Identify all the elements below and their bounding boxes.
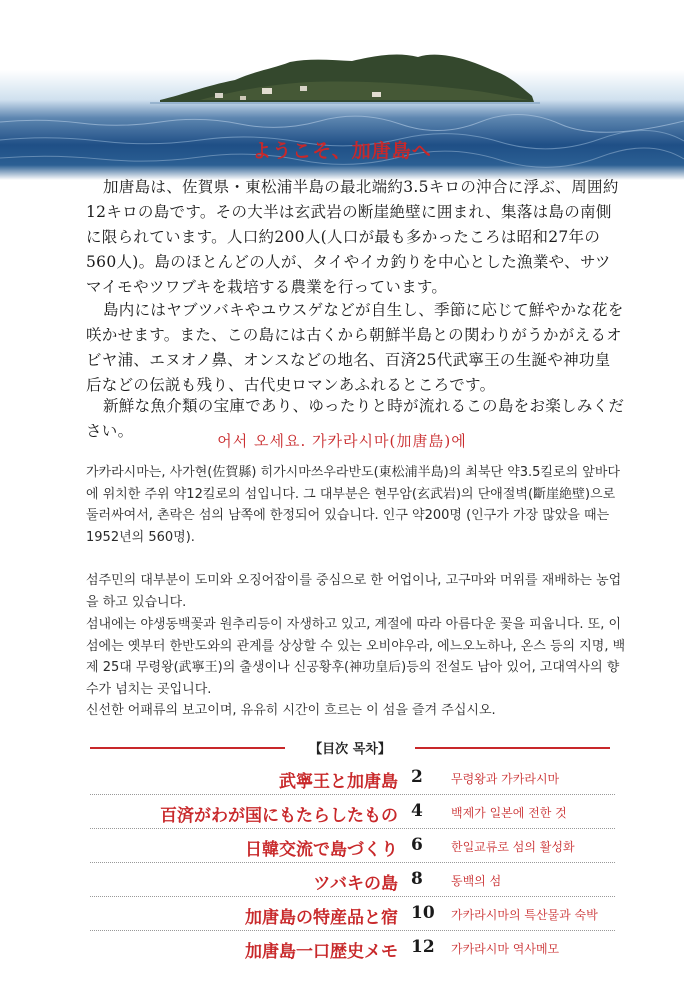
toc-item-title-jp: 百済がわが国にもたらしたもの [160,806,398,826]
toc-item-title-jp: ツバキの島 [313,874,398,894]
toc-item-title-jp: 武寧王と加唐島 [279,772,398,792]
welcome-paragraph-2: 島内にはヤブツバキやユウスゲなどが自生し、季節に応じて鮮やかな花を咲かせます。また、この島には古くから朝鮮半島との関わりがうかがえるオビヤ浦、エヌオノ鼻、オンスなどの地名、百済25代武寧王の生誕や神功皇后などの伝説も残り、古代史ロマンあふれるところです。 [86,301,624,394]
korean-paragraph-1: 가카라시마는, 사가현(佐賀縣) 히가시마쓰우라반도(東松浦半島)의 최북단 약3.5킬로의 앞바다에 위치한 주위 약12킬로의 섬입니다. 그 대부분은 현무암(玄武岩)의 단애절벽(斷崖絶壁)으로 둘러싸여서, 촌락은 섬의 남쪽에 한정되어 있습니다. 인구 약200명 (인구가 가장 많았을 때는 1952년의 560명). [86,465,620,545]
toc-header [90,738,610,756]
toc-divider [90,896,615,898]
toc-item-title-jp: 加唐島一口歴史メモ [245,942,398,962]
toc-item-title-ko: 가카라시마의 특산물과 숙박 [451,908,598,922]
toc-item-page: 2 [411,767,423,787]
korean-paragraph-3: 섬내에는 야생동백꽃과 원추리등이 자생하고 있고, 계절에 따라 아름다운 꽃을 피웁니다. 또, 이 섬에는 옛부터 한반도와의 관계를 상상할 수 있는 오비야우라, 에느오노하나, 온스 등의 지명, 백제 25대 무령왕(武寧王)의 출생이나 신공황후(神功皇后)등의 전설도 남아 있어, 고대역사의 향수가 넘치는 곳입니다. [86,617,626,697]
korean-welcome-title: 어서 오세요. 가카라시마(加唐島)에 [217,432,467,450]
welcome-paragraph-1: 加唐島は、佐賀県・東松浦半島の最北端約3.5キロの沖合に浮ぶ、周囲約12キロの島です。その大半は玄武岩の断崖絶壁に囲まれ、集落は島の南側に限られています。人口約200人(人口が最も多かったころは昭和27年の560人)。島のほとんどの人が、タイやイカ釣りを中心とした漁業や、サツマイモやツワブキを栽培する農業を行っています。 [86,178,619,296]
toc-item-title-ko: 무령왕과 가카라시마 [451,772,560,786]
toc-item-title-jp: 日韓交流で島づくり [245,840,398,860]
toc-divider [90,862,615,864]
korean-paragraph-4: 신선한 어패류의 보고이며, 유유히 시간이 흐르는 이 섬을 즐겨 주십시오. [86,703,496,718]
toc-divider [90,828,615,830]
toc-item-page: 6 [411,835,423,855]
toc-item-page: 8 [411,869,423,889]
toc-item-title-ko: 동백의 섬 [451,874,502,888]
toc-item[interactable] [86,801,626,825]
welcome-title: ようこそ、加唐島へ [252,140,432,162]
toc-item[interactable] [86,767,626,791]
welcome-paragraph-3: 新鮮な魚介類の宝庫であり、ゆったりと時が流れるこの島をお楽しみください。 [86,397,625,440]
toc-item-title-ko: 한일교류로 섬의 활성화 [451,840,575,854]
toc-header-label: 【目次 목차】 [309,742,391,757]
toc-item-title-jp: 加唐島の特産品と宿 [245,908,398,928]
toc-item-page: 10 [411,903,435,923]
korean-paragraph-2: 섬주민의 대부분이 도미와 오징어잡이를 중심으로 한 어업이나, 고구마와 머위를 재배하는 농업을 하고 있습니다. [86,573,622,610]
toc-item[interactable] [86,835,626,859]
toc-item-page: 4 [411,801,423,821]
toc-item-title-ko: 백제가 일본에 전한 것 [451,806,567,820]
toc-divider [90,930,615,932]
toc-item-title-ko: 가카라시마 역사메모 [451,942,560,956]
toc-item-page: 12 [411,937,435,957]
toc-item[interactable] [86,937,626,961]
toc-item[interactable] [86,869,626,893]
toc-divider [90,794,615,796]
toc-item[interactable] [86,903,626,927]
